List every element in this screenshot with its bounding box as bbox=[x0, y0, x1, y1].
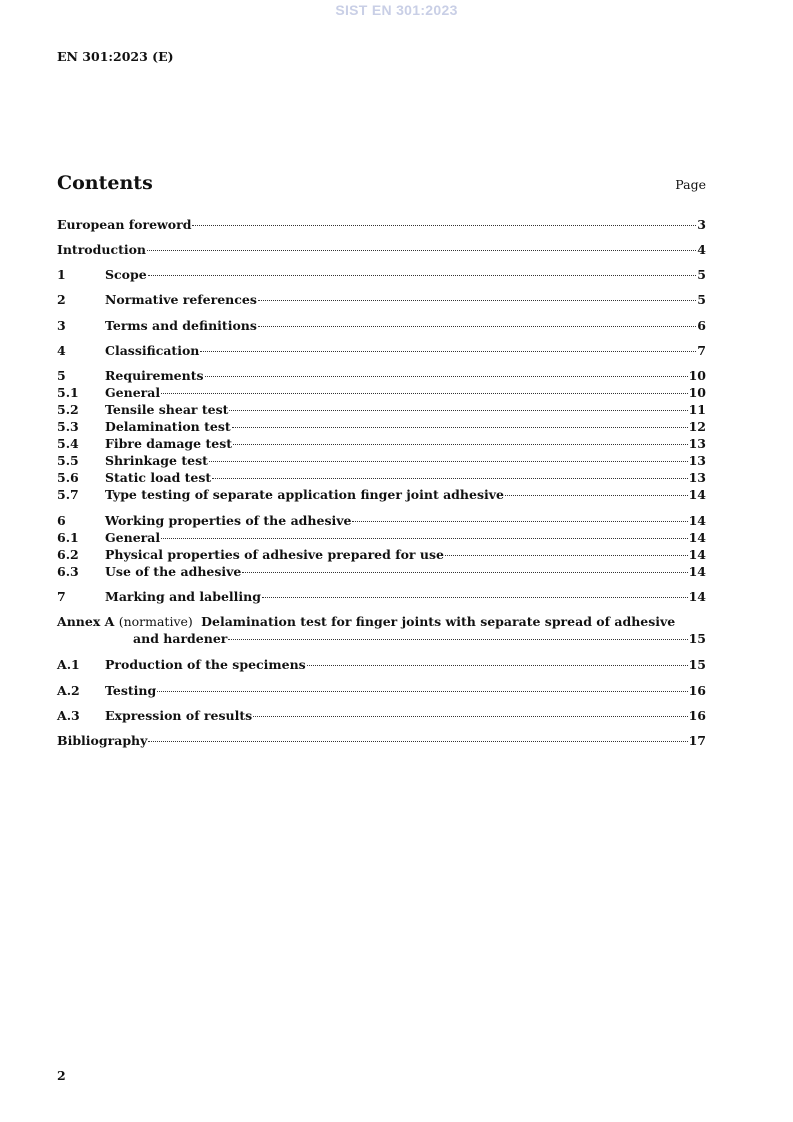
toc-entry-4[interactable] bbox=[57, 342, 706, 359]
annex-title-continuation bbox=[57, 630, 706, 647]
toc-number: 3 bbox=[57, 318, 66, 333]
toc-entry-5-5[interactable] bbox=[57, 452, 706, 469]
toc-title: Introduction bbox=[57, 242, 147, 257]
toc-entry-a-2[interactable] bbox=[57, 682, 706, 699]
toc-title: Tensile shear test bbox=[105, 402, 229, 417]
toc-entry-5-6[interactable] bbox=[57, 469, 706, 486]
toc-number: 5.7 bbox=[57, 487, 79, 502]
toc-title: Delamination test bbox=[105, 419, 231, 434]
toc-entry-bibliography[interactable] bbox=[57, 732, 706, 749]
toc-page: 11 bbox=[688, 402, 706, 417]
toc-number: 5.3 bbox=[57, 419, 79, 434]
toc-entry-6-3[interactable] bbox=[57, 563, 706, 580]
toc-page: 14 bbox=[688, 513, 706, 528]
toc-entry-5-7[interactable] bbox=[57, 486, 706, 503]
toc-number: 4 bbox=[57, 343, 66, 358]
annex-label: Annex A bbox=[57, 614, 115, 629]
toc-entry-6-1[interactable] bbox=[57, 529, 706, 546]
toc-page: 13 bbox=[688, 453, 706, 468]
toc-title: Requirements bbox=[105, 368, 204, 383]
toc-entry-3[interactable] bbox=[57, 317, 706, 334]
toc-entry-annex-a[interactable] bbox=[57, 613, 706, 647]
toc-entry-5-4[interactable] bbox=[57, 435, 706, 452]
toc-number: 1 bbox=[57, 267, 66, 282]
annex-heading bbox=[57, 613, 706, 630]
toc-number: 5.5 bbox=[57, 453, 79, 468]
toc-page: 15 bbox=[688, 631, 706, 646]
toc-page: 5 bbox=[697, 267, 706, 282]
toc-title: Expression of results bbox=[105, 708, 253, 723]
toc-page: 13 bbox=[688, 436, 706, 451]
toc-page: 6 bbox=[697, 318, 706, 333]
toc-page: 4 bbox=[697, 242, 706, 257]
toc-title: Scope bbox=[105, 267, 147, 282]
toc-title: General bbox=[105, 385, 161, 400]
toc-title: Shrinkage test bbox=[105, 453, 208, 468]
toc-title: European foreword bbox=[57, 217, 192, 232]
page-column-label: Page bbox=[675, 177, 706, 192]
toc-number: 7 bbox=[57, 589, 66, 604]
toc-title: Physical properties of adhesive prepared for use bbox=[105, 547, 444, 562]
document-id-header: EN 301:2023 (E) bbox=[57, 49, 174, 64]
toc-page: 12 bbox=[688, 419, 706, 434]
toc-number: 6.2 bbox=[57, 547, 79, 562]
toc-entry-1[interactable] bbox=[57, 266, 706, 283]
annex-title-line-1: Delamination test for finger joints with separate spread of adhesive bbox=[201, 614, 676, 629]
toc-entry-5-2[interactable] bbox=[57, 401, 706, 418]
toc-page: 14 bbox=[688, 547, 706, 562]
toc-title: Fibre damage test bbox=[105, 436, 233, 451]
page-number: 2 bbox=[57, 1068, 66, 1083]
toc-title: General bbox=[105, 530, 161, 545]
toc-page: 14 bbox=[688, 487, 706, 502]
toc-number: 5.1 bbox=[57, 385, 79, 400]
toc-page: 14 bbox=[688, 530, 706, 545]
toc-number: 6.3 bbox=[57, 564, 79, 579]
toc-page: 16 bbox=[688, 708, 706, 723]
toc-page: 7 bbox=[697, 343, 706, 358]
toc-entry-a-3[interactable] bbox=[57, 707, 706, 724]
toc-entry-6[interactable] bbox=[57, 512, 706, 529]
toc-entry-european-foreword[interactable] bbox=[57, 216, 706, 233]
toc-title: Working properties of the adhesive bbox=[105, 513, 352, 528]
toc-page: 13 bbox=[688, 470, 706, 485]
contents-heading: Contents bbox=[57, 172, 153, 194]
toc-page: 14 bbox=[688, 589, 706, 604]
toc-title: Classification bbox=[105, 343, 200, 358]
toc-title: Production of the specimens bbox=[105, 657, 306, 672]
toc-title: Bibliography bbox=[57, 733, 148, 748]
annex-type: (normative) bbox=[118, 614, 193, 629]
toc-entry-7[interactable] bbox=[57, 588, 706, 605]
toc-entry-2[interactable] bbox=[57, 291, 706, 308]
toc-title: Normative references bbox=[105, 292, 257, 307]
toc-title: Use of the adhesive bbox=[105, 564, 242, 579]
toc-entry-introduction[interactable] bbox=[57, 241, 706, 258]
toc-page: 10 bbox=[688, 385, 706, 400]
toc-number: 6 bbox=[57, 513, 66, 528]
toc-entry-5-3[interactable] bbox=[57, 418, 706, 435]
toc-page: 5 bbox=[697, 292, 706, 307]
toc-title: Terms and definitions bbox=[105, 318, 257, 333]
annex-title-line-2: and hardener bbox=[133, 631, 228, 646]
watermark: SIST EN 301:2023 bbox=[335, 2, 458, 18]
toc-title: Type testing of separate application finger joint adhesive bbox=[105, 487, 504, 502]
toc-page: 15 bbox=[688, 657, 706, 672]
toc-title: Marking and labelling bbox=[105, 589, 262, 604]
toc-title: Testing bbox=[105, 683, 157, 698]
toc-page: 10 bbox=[688, 368, 706, 383]
toc-entry-a-1[interactable] bbox=[57, 656, 706, 673]
toc-number: A.3 bbox=[57, 708, 80, 723]
table-of-contents bbox=[57, 216, 706, 748]
toc-number: A.1 bbox=[57, 657, 80, 672]
toc-number: 5.6 bbox=[57, 470, 79, 485]
toc-page: 3 bbox=[697, 217, 706, 232]
toc-number: 5 bbox=[57, 368, 66, 383]
toc-entry-6-2[interactable] bbox=[57, 546, 706, 563]
toc-title: Static load test bbox=[105, 470, 212, 485]
toc-entry-5[interactable] bbox=[57, 367, 706, 384]
toc-number: 5.4 bbox=[57, 436, 79, 451]
toc-page: 16 bbox=[688, 683, 706, 698]
toc-number: 5.2 bbox=[57, 402, 79, 417]
toc-page: 14 bbox=[688, 564, 706, 579]
toc-number: A.2 bbox=[57, 683, 80, 698]
toc-entry-5-1[interactable] bbox=[57, 384, 706, 401]
toc-page: 17 bbox=[688, 733, 706, 748]
toc-number: 6.1 bbox=[57, 530, 79, 545]
toc-number: 2 bbox=[57, 292, 66, 307]
